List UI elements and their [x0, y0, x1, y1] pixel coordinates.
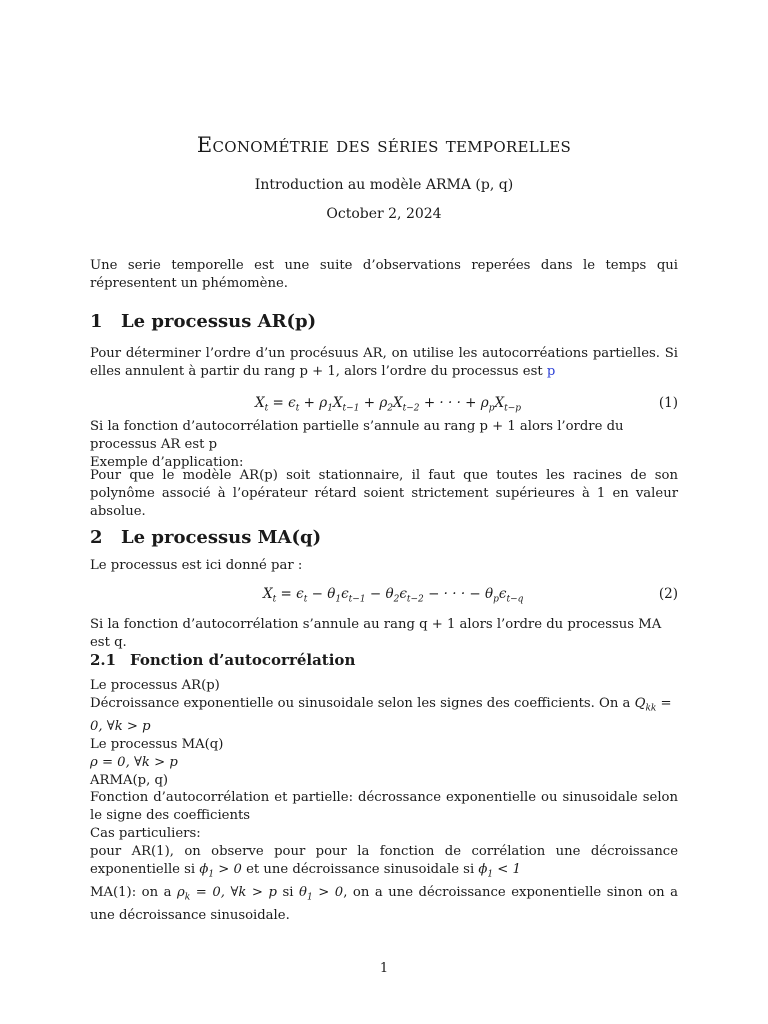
section-1-paragraph [90, 345, 678, 381]
ma1-rho-formula: $\rho_k = 0$, ∀k > p [177, 885, 277, 903]
section-2-number: 2 [90, 527, 103, 548]
equation-1-number: (1) [658, 395, 678, 411]
subsection-2-1-title: Fonction d’autocorrélation [130, 651, 356, 669]
ar-decay-line [90, 695, 678, 736]
section-1-line-2: Exemple d’application: [90, 455, 244, 470]
subsection-2-1-body [90, 677, 678, 925]
section-2-conclusion: Si la fonction d’autocorrélation s’annule au rang q + 1 alors l’ordre du processus MA est q. [90, 617, 662, 650]
document-title: Econométrie des séries temporelles [196, 133, 572, 157]
ma-rho-formula: ρ = 0, ∀k > p [90, 754, 178, 770]
ma1-description [90, 884, 678, 925]
document-subtitle: Introduction au modèle ARMA (p, q) [254, 177, 514, 193]
section-2-paragraph: Le processus est ici donné par : [90, 558, 303, 573]
ma1-text-b: si [282, 885, 294, 901]
section-1-heading [90, 311, 316, 332]
special-cases-label: Cas particuliers: [90, 826, 201, 842]
equation-2 [90, 586, 678, 606]
ar1-cond-negative: $\phi_1 < 1$ [478, 861, 521, 880]
ma1-text-c: , on a une décroissance exponentielle sinon on a une décroissance sinusoidale. [90, 885, 678, 924]
order-link[interactable]: p [546, 363, 556, 379]
ma1-theta-cond: $\theta_1 > 0$ [299, 885, 344, 903]
section-2-heading [90, 527, 321, 548]
ar1-cond-positive: $\phi_1 > 0$ [199, 861, 242, 880]
section-1-number: 1 [90, 311, 103, 332]
section-2-title: Le processus MA(q) [121, 527, 322, 548]
ar1-text-b: et une décroissance sinusoidale si [246, 861, 475, 877]
ar1-text: pour AR(1), on observe pour pour la fonction de corrélation une décroissance exponentielle si [90, 843, 678, 877]
intro-paragraph: Une serie temporelle est une suite d’observations reperées dans le temps qui répresentent un phémomène. [90, 258, 678, 291]
arma-description: Fonction d’autocorrélation et partielle: décrossance exponentielle ou sinusoidale selon le signe des coefficients [90, 790, 678, 824]
subsection-2-1-number: 2.1 [90, 651, 117, 669]
ar-decay-text: Décroissance exponentielle ou sinusoidale selon les signes des coefficients. On a [90, 695, 631, 711]
arma-label: ARMA(p, q) [90, 772, 169, 788]
section-1-text: Pour déterminer l’ordre d’un procésuus AR, on utilise les autocorréations partielles. Si elles annulent à partir du rang p + 1, alors l’ordre du processus est [90, 346, 678, 379]
ar-decay-formula: $Q_{kk} = 0$, ∀k > p [90, 695, 672, 735]
ar-label: Le processus AR(p) [90, 678, 220, 693]
document-date: October 2, 2024 [326, 206, 442, 222]
equation-2-number: (2) [658, 586, 678, 602]
ar1-description [90, 843, 678, 884]
section-1-line-1: Si la fonction d’autocorrélation partielle s’annule au rang p + 1 alors l’ordre du processus AR est p [90, 419, 624, 452]
page-number: 1 [379, 961, 389, 976]
section-1-line-3: Pour que le modèle AR(p) soit stationnaire, il faut que toutes les racines de son polynôme associé à l’opérateur rétard soient strictement supérieures à 1 en valeur absolue. [90, 468, 678, 519]
section-1-title: Le processus AR(p) [121, 311, 317, 332]
ma-label: Le processus MA(q) [90, 737, 224, 753]
ma1-text-a: MA(1): on a [90, 885, 172, 901]
equation-2-math: $X_t = \epsilon_t - \theta_1\epsilon_{t-1} - \theta_2\epsilon_{t-2}$ − · · · − $\theta_p\epsilon_{t-q}$ [263, 586, 524, 605]
subsection-2-1-heading [90, 651, 355, 669]
equation-1-math: $X_t = \epsilon_t + \rho_1X_{t-1} + \rho_2X_{t-2}$ + · · · + $\rho_pX_{t-p}$ [255, 395, 522, 414]
equation-1 [90, 395, 678, 415]
